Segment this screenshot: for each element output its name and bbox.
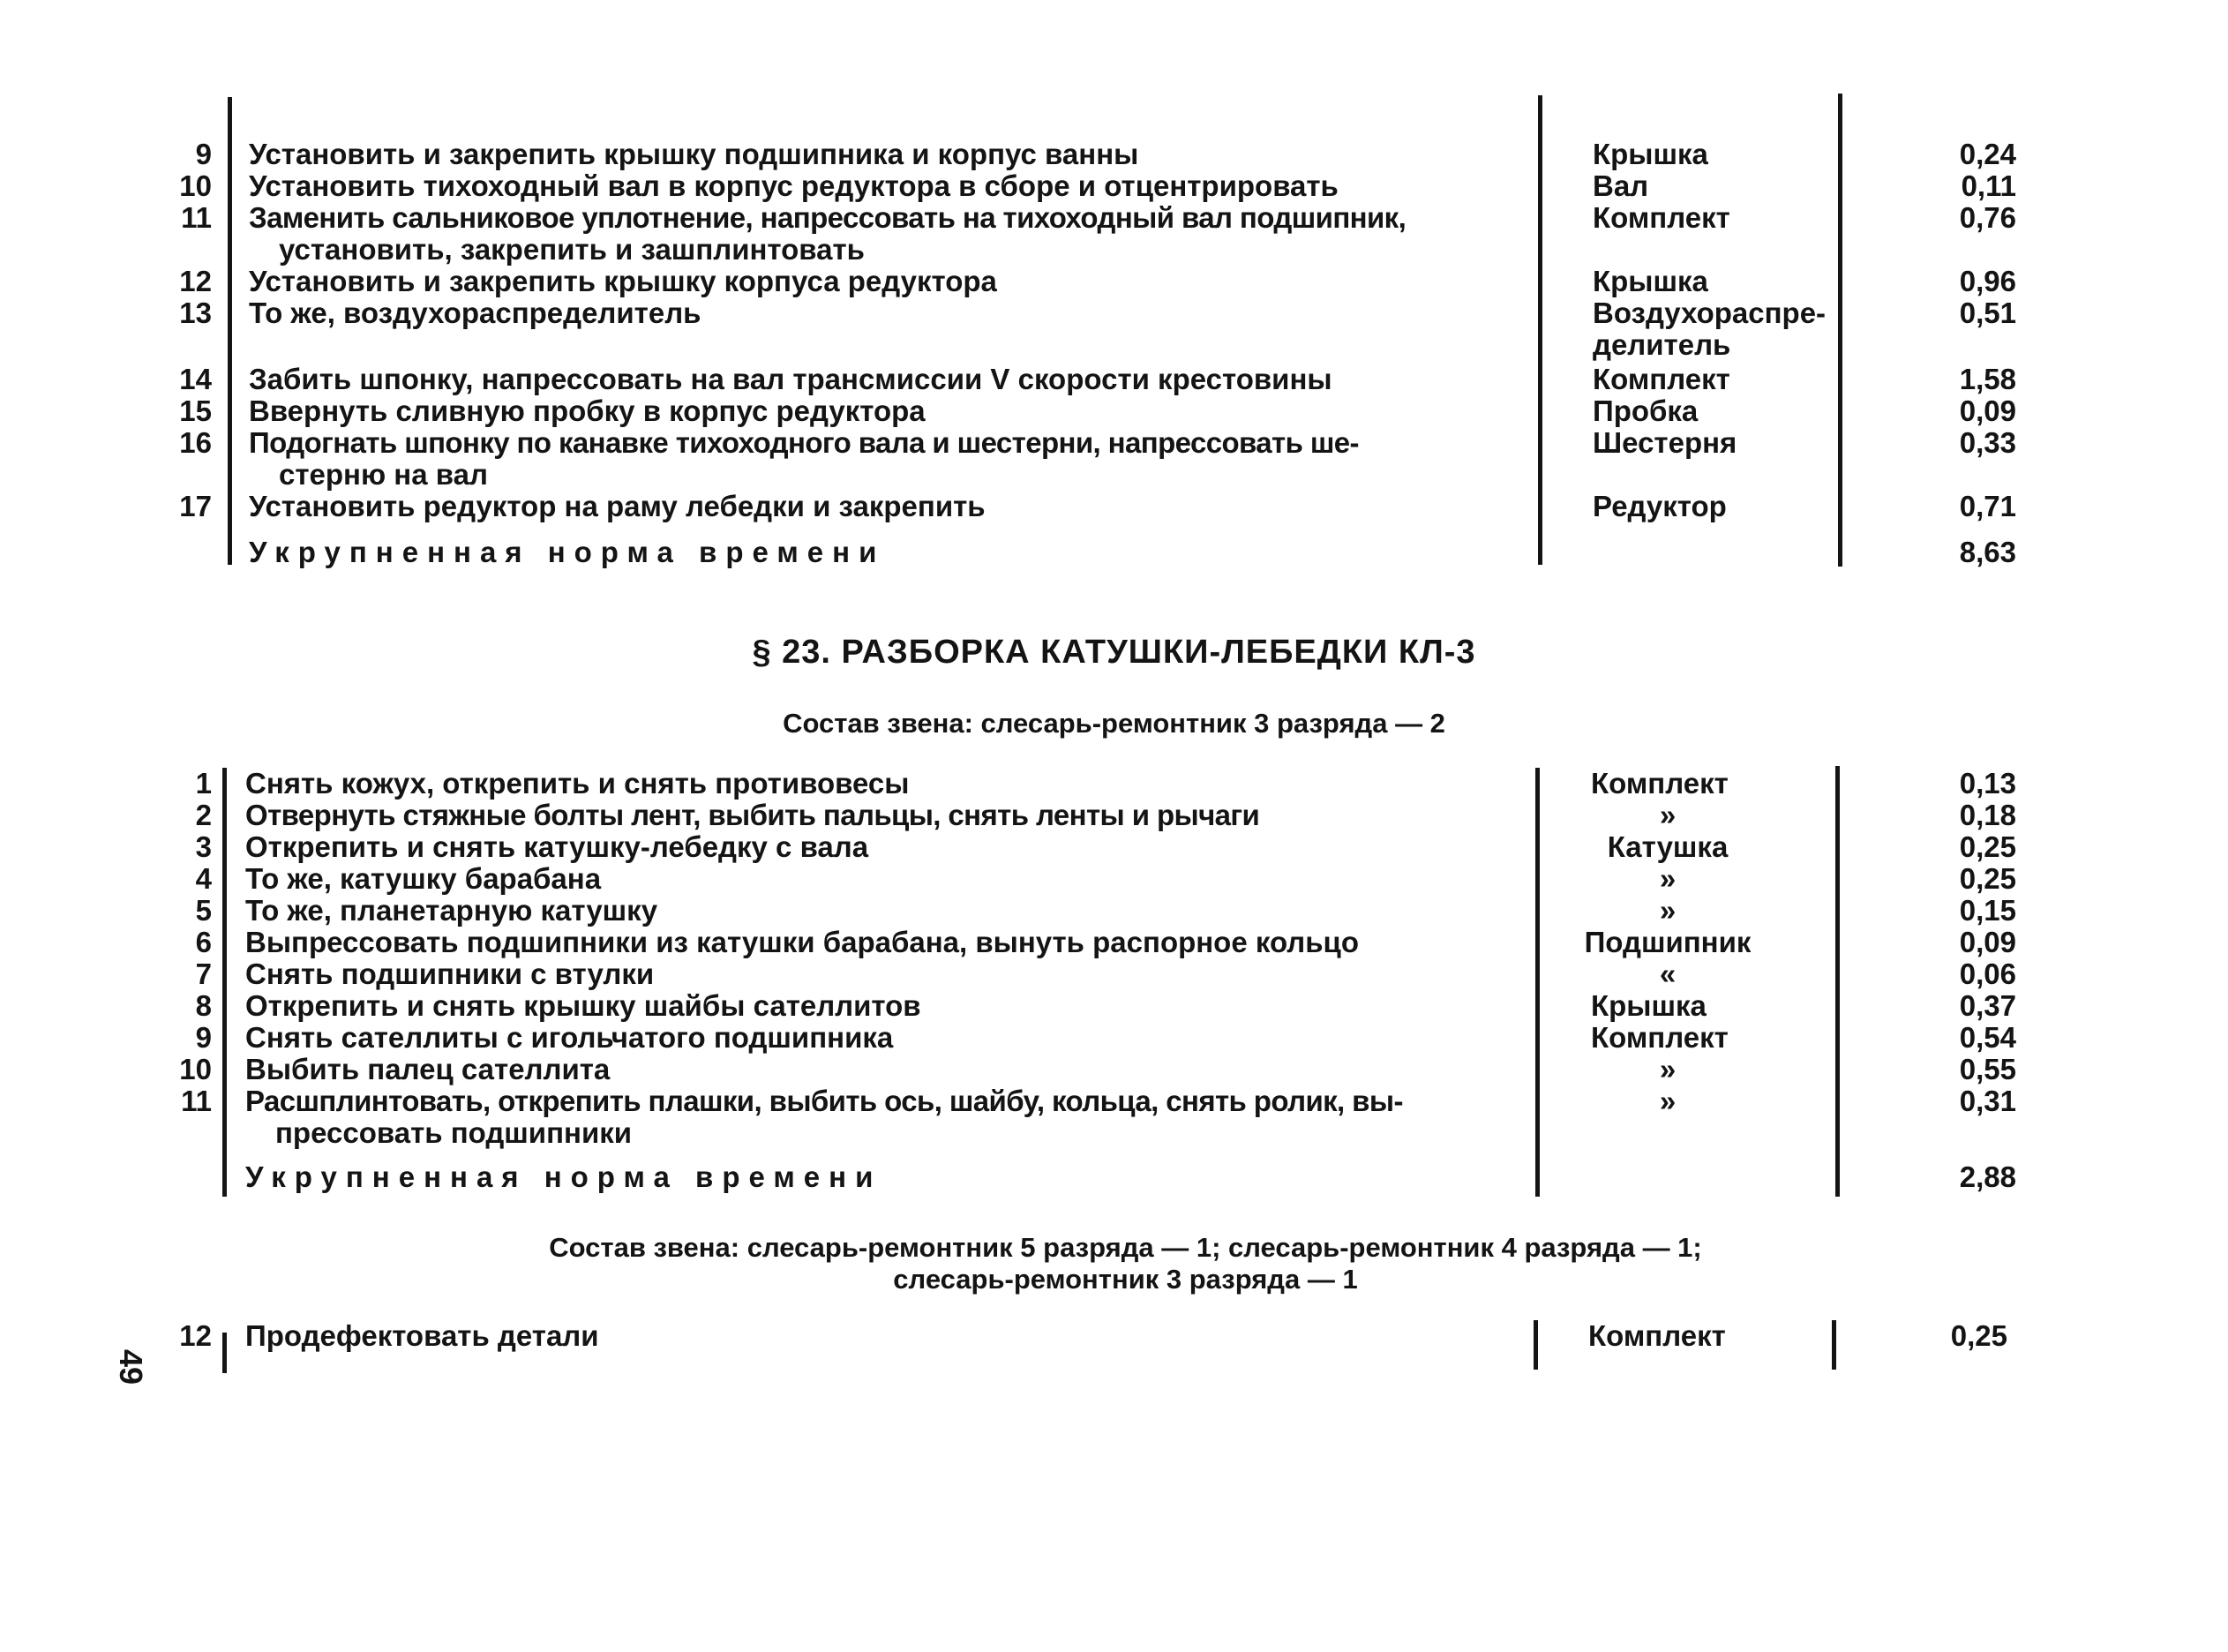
table-row (0, 427, 2228, 461)
table-row (0, 395, 2228, 429)
table-row (0, 1320, 2228, 1354)
row-value: 0,96 (1959, 265, 2016, 297)
row-operation: Заменить сальниковое уплотнение, напрессовать на тихоходный вал подшипник, (249, 202, 1407, 234)
row-value: 0,15 (1959, 894, 2016, 927)
table-row (0, 1054, 2228, 1087)
row-unit: » (1659, 799, 1677, 831)
row-number: 2 (195, 799, 212, 831)
row-value: 0,25 (1959, 862, 2016, 895)
row-number: 11 (181, 1085, 212, 1117)
row-value: 0,51 (1959, 297, 2016, 329)
table-row (0, 927, 2228, 960)
row-value: 0,55 (1959, 1053, 2016, 1085)
section-title: § 23. РАЗБОРКА КАТУШКИ-ЛЕБЕДКИ КЛ-3 (752, 634, 1476, 671)
row-number: 16 (179, 426, 212, 459)
row-unit: Крышка (1591, 989, 1707, 1022)
row-operation: То же, воздухораспределитель (249, 297, 701, 329)
table-row (0, 202, 2228, 236)
row-operation: Выпрессовать подшипники из катушки барабана, вынуть распорное кольцо (245, 927, 1359, 958)
row-unit: Комплект (1591, 767, 1729, 800)
row-unit: Комплект (1588, 1319, 1726, 1352)
total-label: Укрупненная норма времени (249, 537, 886, 568)
row-operation: Подогнать шпонку по канавке тихоходного вала и шестерни, напрессовать ше- (249, 427, 1359, 459)
row-number: 8 (195, 989, 212, 1022)
row-unit: Комплект (1593, 363, 1730, 395)
row-value: 0,25 (1950, 1319, 2007, 1352)
row-operation: Открепить и снять крышку шайбы сателлитов (245, 990, 921, 1022)
row-unit: Комплект (1593, 201, 1730, 234)
table-row (0, 297, 2228, 331)
row-operation: Установить и закрепить крышку корпуса редуктора (249, 266, 997, 297)
row-unit: » (1659, 1085, 1677, 1117)
row-operation: Открепить и снять катушку-лебедку с вала (245, 831, 869, 863)
row-number: 9 (195, 138, 212, 170)
row-unit: Шестерня (1593, 426, 1737, 459)
total-value: 8,63 (1959, 536, 2016, 568)
row-number: 11 (181, 201, 212, 234)
table-row (0, 831, 2228, 865)
total-row (0, 537, 2228, 570)
row-operation: Отвернуть стяжные болты лент, выбить пальцы, снять ленты и рычаги (245, 800, 1260, 831)
table-row (0, 768, 2228, 801)
row-unit: » (1659, 894, 1677, 927)
table-row-continuation (0, 1117, 2228, 1151)
row-value: 0,76 (1959, 201, 2016, 234)
page-number: 49 (113, 1348, 150, 1385)
table-row (0, 491, 2228, 524)
total-value: 2,88 (1959, 1160, 2016, 1193)
row-operation-continued: стерню на вал (279, 459, 488, 491)
row-value: 0,11 (1961, 169, 2016, 202)
row-number: 12 (179, 1319, 212, 1352)
row-number: 13 (179, 297, 212, 329)
row-number: 3 (195, 830, 212, 863)
crew-composition-line-2: слесарь-ремонтник 3 разряда — 1 (893, 1264, 1358, 1295)
table-row-continuation (0, 234, 2228, 267)
table-row (0, 266, 2228, 299)
table-row (0, 1022, 2228, 1055)
row-unit: Пробка (1593, 394, 1699, 427)
table-row (0, 364, 2228, 397)
row-operation: Расшплинтовать, открепить плашки, выбить ось, шайбу, кольца, снять ролик, вы- (245, 1085, 1403, 1117)
table-row (0, 1085, 2228, 1119)
row-value: 0,33 (1959, 426, 2016, 459)
table-row-continuation (0, 459, 2228, 492)
crew-composition: Состав звена: слесарь-ремонтник 3 разряда — 2 (783, 708, 1445, 739)
row-value: 0,09 (1959, 394, 2016, 427)
row-number: 14 (179, 363, 212, 395)
table-row (0, 863, 2228, 897)
row-unit: Вал (1593, 169, 1649, 202)
row-unit: Комплект (1591, 1021, 1729, 1054)
row-value: 0,54 (1959, 1021, 2016, 1054)
row-number: 9 (195, 1021, 212, 1054)
row-number: 17 (179, 490, 212, 522)
row-number: 1 (195, 767, 212, 800)
row-number: 4 (195, 862, 212, 895)
row-number: 6 (195, 926, 212, 958)
row-number: 7 (195, 957, 212, 990)
row-number: 5 (195, 894, 212, 927)
row-number: 10 (179, 1053, 212, 1085)
row-unit: Крышка (1593, 138, 1708, 170)
row-number: 10 (179, 169, 212, 202)
total-row (0, 1161, 2228, 1195)
table-row (0, 895, 2228, 928)
row-operation: Снять сателлиты с игольчатого подшипника (245, 1022, 894, 1054)
row-unit: » (1659, 862, 1677, 895)
row-value: 1,58 (1959, 363, 2016, 395)
row-operation: То же, планетарную катушку (245, 895, 658, 927)
row-value: 0,25 (1959, 830, 2016, 863)
row-operation: Продефектовать детали (245, 1320, 599, 1352)
row-value: 0,18 (1959, 799, 2016, 831)
table-row (0, 139, 2228, 172)
row-value: 0,13 (1959, 767, 2016, 800)
table-row (0, 990, 2228, 1024)
row-value: 0,37 (1959, 989, 2016, 1022)
total-label: Укрупненная норма времени (245, 1161, 882, 1193)
row-operation-continued: прессовать подшипники (275, 1117, 633, 1149)
row-unit: Крышка (1593, 265, 1708, 297)
row-operation: Установить редуктор на раму лебедки и закрепить (249, 491, 986, 522)
row-value: 0,31 (1959, 1085, 2016, 1117)
row-unit: « (1659, 957, 1677, 990)
table-row (0, 958, 2228, 992)
table-row (0, 800, 2228, 833)
row-number: 12 (179, 265, 212, 297)
row-unit: Подшипник (1584, 926, 1752, 958)
crew-composition-line-1: Состав звена: слесарь-ремонтник 5 разряда — 1; слесарь-ремонтник 4 разряда — 1; (549, 1232, 1702, 1263)
row-number: 15 (179, 394, 212, 427)
row-unit-continued: делитель (1593, 328, 1731, 361)
row-value: 0,71 (1959, 490, 2016, 522)
table-row (0, 170, 2228, 204)
row-value: 0,09 (1959, 926, 2016, 958)
row-operation: Установить тихоходный вал в корпус редуктора в сборе и отцентрировать (249, 170, 1339, 202)
row-operation: Ввернуть сливную пробку в корпус редуктора (249, 395, 926, 427)
row-operation: То же, катушку барабана (245, 863, 602, 895)
row-operation: Выбить палец сателлита (245, 1054, 611, 1085)
row-unit: Редуктор (1593, 490, 1727, 522)
row-unit: Катушка (1607, 830, 1729, 863)
row-value: 0,06 (1959, 957, 2016, 990)
row-operation-continued: установить, закрепить и зашплинтовать (279, 234, 865, 266)
row-unit: Воздухораспре- (1593, 297, 1827, 329)
row-value: 0,24 (1959, 138, 2016, 170)
row-unit: » (1659, 1053, 1677, 1085)
table-row-continuation (0, 329, 2228, 363)
row-operation: Забить шпонку, напрессовать на вал трансмиссии V скорости крестовины (249, 364, 1332, 395)
row-operation: Снять кожух, открепить и снять противовесы (245, 768, 910, 800)
row-operation: Снять подшипники с втулки (245, 958, 655, 990)
row-operation: Установить и закрепить крышку подшипника и корпус ванны (249, 139, 1139, 170)
